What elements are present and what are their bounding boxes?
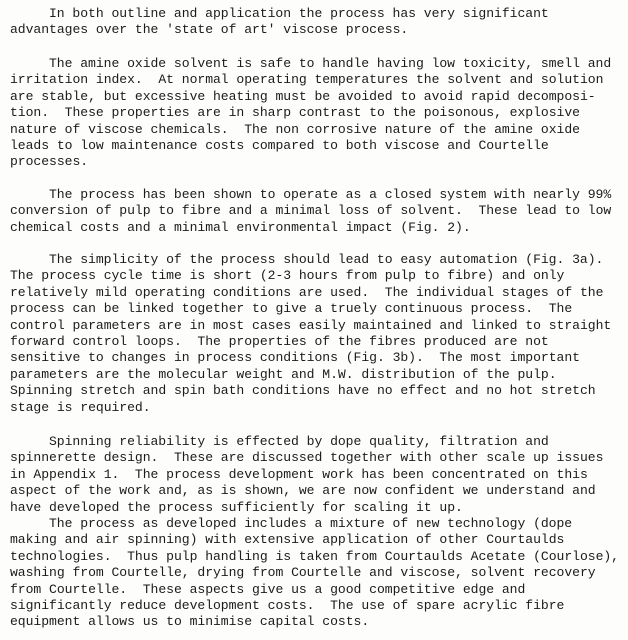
text-line: leads to low maintenance costs compared to both viscose and Courtelle — [10, 137, 549, 153]
text-line: processes. — [10, 154, 89, 170]
text-line: forward control loops. The properties of the fibres produced are not — [10, 333, 549, 349]
text-line: nature of viscose chemicals. The non corrosive nature of the amine oxide — [10, 121, 580, 137]
text-line: sensitive to changes in process conditions (Fig. 3b). The most important — [10, 350, 580, 366]
text-line: technologies. Thus pulp handling is taken from Courtaulds Acetate (Courlose), — [10, 548, 619, 564]
text-line: washing from Courtelle, drying from Courtelle and viscose, solvent recovery — [10, 565, 596, 581]
paragraph-spinning-reliability — [10, 434, 622, 516]
paragraph-process-as-developed — [10, 516, 622, 631]
text-line: Spinning stretch and spin bath conditions have no effect and no hot stretch — [10, 383, 596, 399]
text-line: from Courtelle. These aspects give us a good competitive edge and — [10, 581, 526, 597]
text-line: control parameters are in most cases easily maintained and linked to straight — [10, 317, 612, 333]
text-line: aspect of the work and, as is shown, we are now confident we understand and — [10, 483, 596, 499]
text-line: The simplicity of the process should lead to easy automation (Fig. 3a). — [49, 252, 604, 267]
paragraph-closed-system — [10, 187, 622, 236]
text-line: have developed the process sufficiently for scaling it up. — [10, 499, 463, 515]
text-line: equipment allows us to minimise capital costs. — [10, 614, 370, 630]
text-line: Spinning reliability is effected by dope quality, filtration and — [49, 434, 549, 449]
paragraph-automation — [10, 252, 622, 416]
text-line: spinnerette design. These are discussed together with other scale up issues — [10, 450, 604, 466]
text-line: making and air spinning) with extensive application of other Courtaulds — [10, 532, 565, 548]
text-line: The process cycle time is short (2-3 hours from pulp to fibre) and only — [10, 268, 565, 284]
text-line: relatively mild operating conditions are used. The individual stages of the — [10, 284, 604, 300]
text-line: advantages over the 'state of art' viscose process. — [10, 22, 409, 38]
text-line: irritation index. At normal operating temperatures the solvent and solution — [10, 72, 604, 88]
text-line: in Appendix 1. The process development work has been concentrated on this — [10, 466, 588, 482]
text-line: chemical costs and a minimal environmental impact (Fig. 2). — [10, 219, 471, 235]
text-line: process can be linked together to give a truely continuous process. The — [10, 301, 573, 317]
paragraph-advantages — [10, 6, 622, 39]
paragraph-amine-oxide-solvent — [10, 56, 622, 171]
text-line: significantly reduce development costs. The use of spare acrylic fibre — [10, 597, 565, 613]
text-line: stage is required. — [10, 399, 151, 415]
text-line: conversion of pulp to fibre and a minimal loss of solvent. These lead to low — [10, 203, 612, 219]
text-line: The process as developed includes a mixture of new technology (dope — [49, 516, 573, 531]
text-line: In both outline and application the process has very significant — [49, 6, 549, 21]
text-line: The amine oxide solvent is safe to handle having low toxicity, smell and — [49, 56, 612, 71]
text-line: tion. These properties are in sharp contrast to the poisonous, explosive — [10, 105, 580, 121]
text-line: parameters are the molecular weight and M.W. distribution of the pulp. — [10, 366, 557, 382]
text-line: The process has been shown to operate as a closed system with nearly 99% — [49, 187, 612, 202]
text-line: are stable, but excessive heating must be avoided to avoid rapid decomposi- — [10, 88, 596, 104]
